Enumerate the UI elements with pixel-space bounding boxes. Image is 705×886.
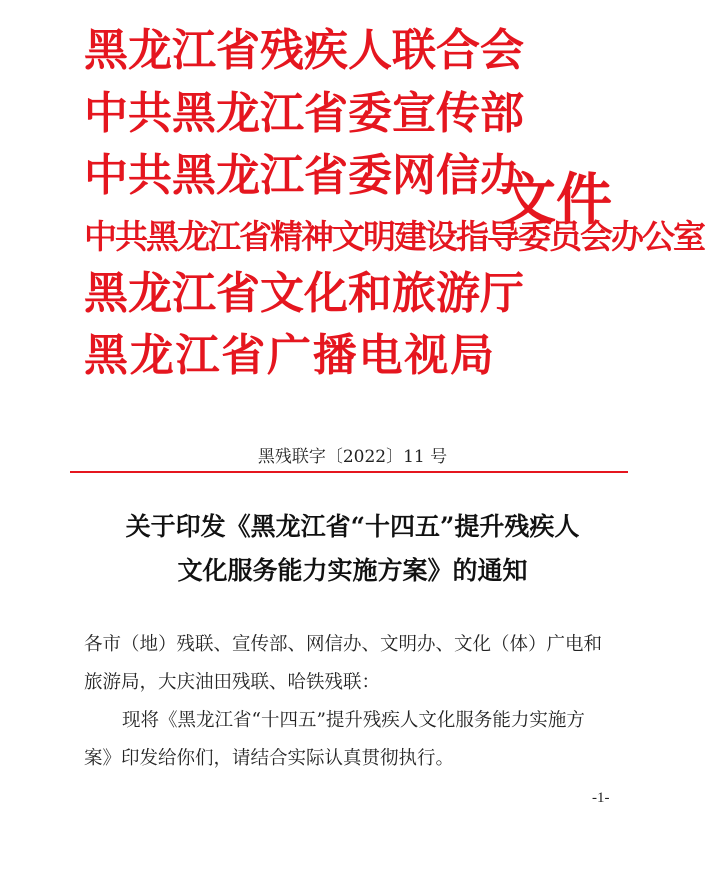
- issuer-name: 黑龙江省广播电视局: [84, 330, 494, 381]
- document-suffix: 文件: [500, 167, 612, 233]
- document-number: 黑残联字〔2022〕11 号: [257, 447, 448, 467]
- addressee-line: 各市（地）残联、宣传部、网信办、文明办、文化（体）广电和: [84, 634, 603, 655]
- document-title: [0, 505, 705, 593]
- document-body: [84, 626, 624, 778]
- paragraph-line: 现将《黑龙江省“十四五”提升残疾人文化服务能力实施方: [122, 710, 585, 731]
- paragraph-line: 案》印发给你们，请结合实际认真贯彻执行。: [84, 748, 455, 769]
- title-line: 关于印发《黑龙江省“十四五”提升残疾人: [125, 512, 580, 541]
- page-number: -1-: [592, 790, 610, 806]
- issuer-name: 中共黑龙江省委宣传部: [84, 88, 524, 139]
- issuer-name: 黑龙江省残疾人联合会: [84, 25, 524, 76]
- issuer-name: 中共黑龙江省委网信办: [84, 150, 524, 201]
- issuer-name: 中共黑龙江省精神文明建设指导委员会办公室: [84, 217, 704, 256]
- title-line: 文化服务能力实施方案》的通知: [177, 556, 528, 585]
- red-divider: [70, 471, 628, 473]
- addressee-line: 旅游局，大庆油田残联、哈铁残联：: [84, 672, 381, 693]
- issuer-name: 黑龙江省文化和旅游厅: [84, 268, 524, 319]
